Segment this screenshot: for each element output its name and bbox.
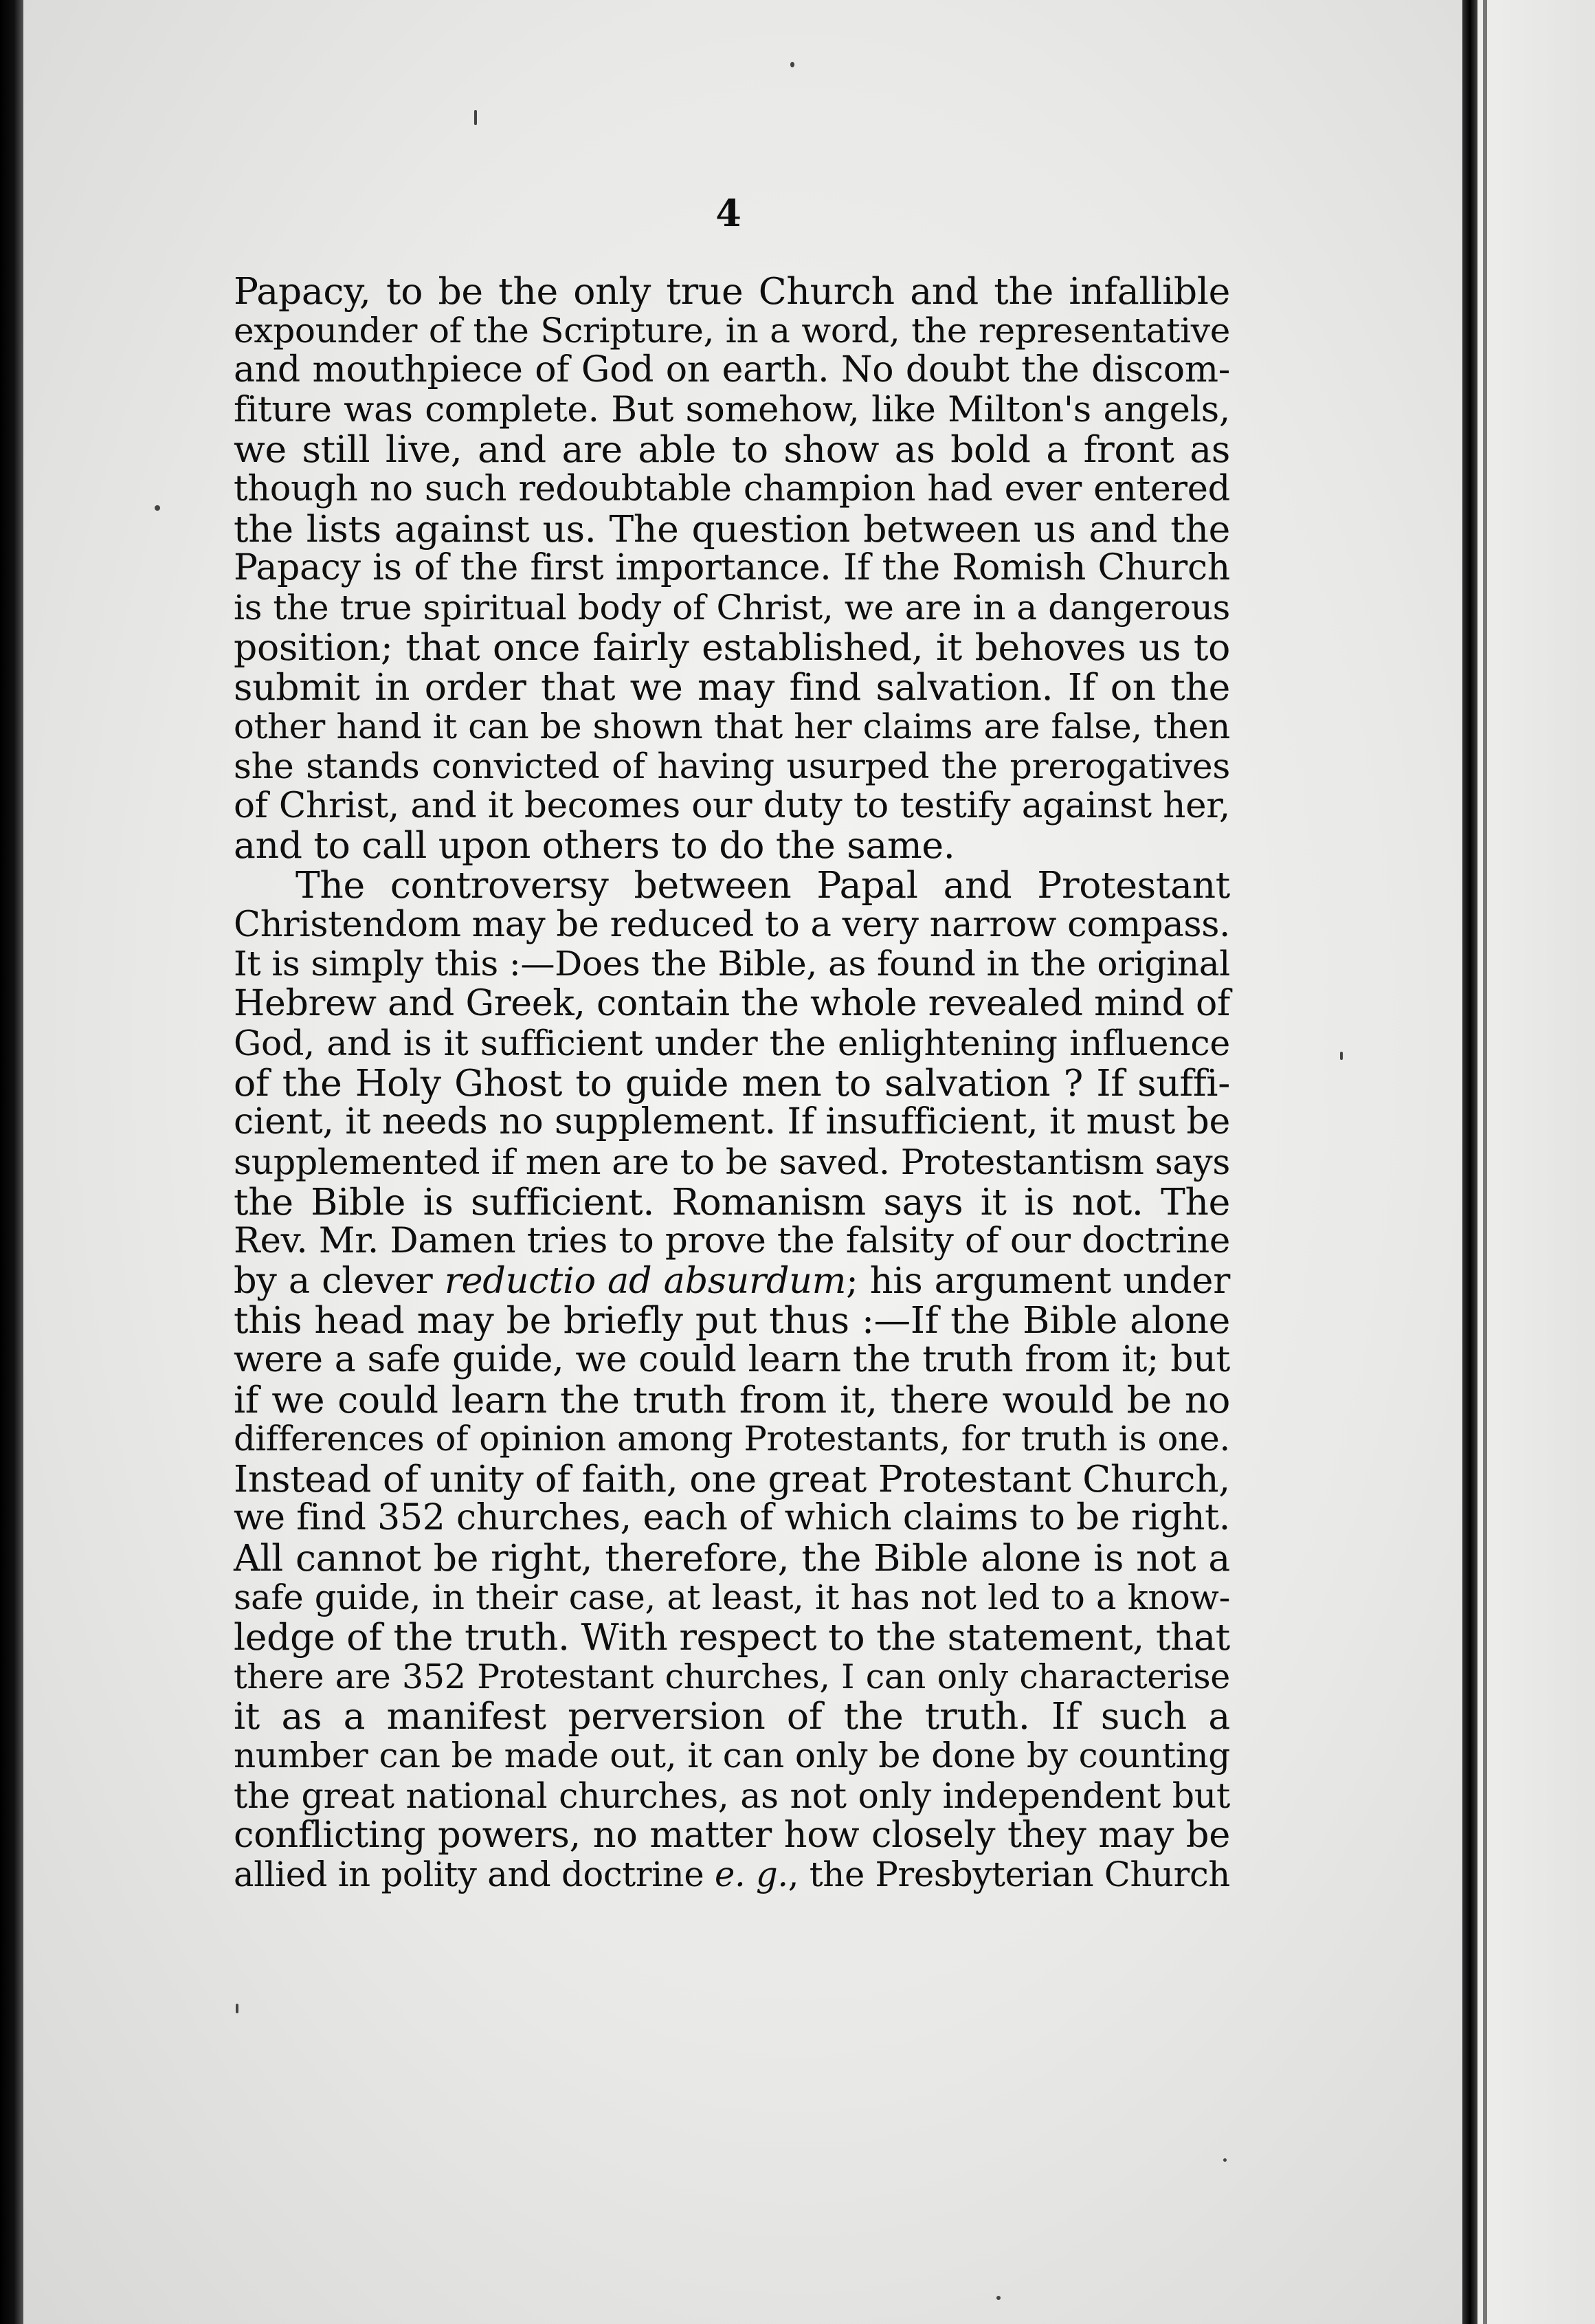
text-line: it as a manifest perversion of the truth. If such a [234,1694,1230,1738]
text-line: were a safe guide, we could learn the truth from it; but [234,1339,1230,1381]
text-line: Rev. Mr. Damen tries to prove the falsity of our doctrine [234,1220,1230,1262]
text-line: Papacy, to be the only true Church and the infallible [234,269,1230,313]
italic-phrase: e. g. [714,1854,788,1894]
text-segment: by a clever [234,1259,445,1302]
text-line: we still live, and are able to show as bold a front as [234,428,1230,472]
text-line [234,1261,1230,1301]
scan-speck [996,2296,1001,2300]
text-line: safe guide, in their case, at least, it has not led to a know- [234,1577,1230,1617]
page-gutter [1462,0,1477,2324]
text-line: of Christ, and it becomes our duty to testify against her, [234,784,1230,826]
text-line: Christendom may be reduced to a very narrow compass. [234,904,1230,945]
text-line: Hebrew and Greek, contain the whole revealed mind of [234,982,1230,1024]
text-line: supplemented if men are to be saved. Protestantism says [234,1142,1230,1183]
text-line: of the Holy Ghost to guide men to salvation ? If suffi- [234,1061,1230,1105]
text-line: All cannot be right, therefore, the Bible alone is not a [234,1536,1230,1580]
page-gutter-shadow [1483,0,1487,2324]
text-segment: allied in polity and doctrine [234,1854,715,1894]
text-line: and mouthpiece of God on earth. No doubt the discom- [234,349,1230,391]
text-line: Instead of unity of faith, one great Protestant Church, [234,1457,1230,1501]
text-line: is the true spiritual body of Christ, we are in a dangerous [234,587,1230,628]
text-line: differences of opinion among Protestants, for truth is one. [234,1419,1230,1459]
text-line: position; that once fairly established, it behoves us to [234,626,1230,669]
text-line: if we could learn the truth from it, there would be no [234,1377,1230,1421]
text-line: The controversy between Papal and Protestant [295,863,1230,907]
text-line: fiture was complete. But somehow, like Milton's angels, [234,388,1230,430]
text-line: the Bible is sufficient. Romanism says it is not. The [234,1180,1230,1224]
text-line: and to call upon others to do the same. [234,823,955,867]
text-line: she stands convicted of having usurped the prerogatives [234,746,1230,787]
text-line: the lists against us. The question between us and the [234,507,1230,551]
text-line: God, and is it sufficient under the enlightening influence [234,1023,1230,1064]
text-line: It is simply this :—Does the Bible, as found in the original [234,944,1230,984]
text-line: submit in order that we may find salvation. If on the [234,665,1230,709]
text-line: other hand it can be shown that her claims are false, then [234,706,1230,746]
text-line: the great national churches, as not only independent but [234,1775,1230,1816]
scan-speck [474,110,477,125]
text-segment: ; his argument under [846,1259,1231,1302]
text-line: Papacy is of the first importance. If the Romish Church [234,547,1230,589]
text-line: this head may be briefly put thus :—If the Bible alone [234,1298,1230,1342]
text-line [234,1855,1230,1895]
text-line: number can be made out, it can only be done by counting [234,1735,1230,1775]
text-line: ledge of the truth. With respect to the statement, that [234,1615,1230,1659]
scan-speck [236,2004,238,2013]
text-line: expounder of the Scripture, in a word, the representative [234,310,1230,351]
scan-speck [155,505,160,511]
text-line: though no such redoubtable champion had ever entered [234,468,1230,509]
scan-speck [1223,2158,1227,2162]
text-line: cient, it needs no supplement. If insufficient, it must be [234,1101,1230,1143]
facing-page-edge [1462,0,1595,2324]
text-segment: , the Presbyterian Church [788,1854,1231,1894]
text-line: we find 352 churches, each of which claims to be right. [234,1497,1230,1539]
text-line: there are 352 Protestant churches, I can only characterise [234,1657,1230,1696]
page-number: 4 [715,191,741,235]
italic-phrase: reductio ad absurdum [444,1259,847,1302]
scan-left-border [0,0,23,2324]
body-text [234,269,1231,1894]
text-line: conflicting powers, no matter how closely they may be [234,1814,1230,1857]
scan-speck [1340,1052,1343,1060]
scan-speck [790,62,794,67]
